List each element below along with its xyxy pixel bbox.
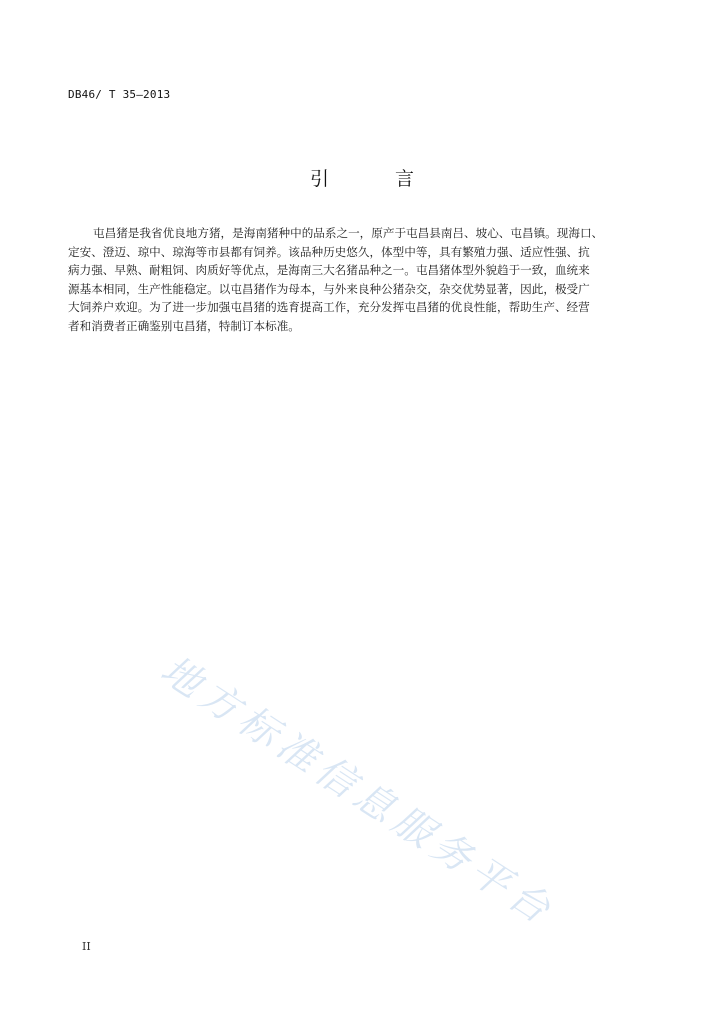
watermark: 地方标准信息服务平台 — [152, 647, 563, 936]
page-number: II — [82, 940, 91, 953]
paragraph-line: 定安、澄迈、琼中、琼海等市县都有饲养。该品种历史悠久，体型中等，具有繁殖力强、适应性强、抗 — [68, 244, 590, 259]
paragraph-line: 源基本相同，生产性能稳定。以屯昌猪作为母本，与外来良种公猪杂交，杂交优势显著，因此，极受广 — [68, 281, 590, 296]
paragraph-line: 病力强、早熟、耐粗饲、肉质好等优点，是海南三大名猪品种之一。屯昌猪体型外貌趋于一致，血统来 — [68, 263, 590, 278]
paragraph-line: 屯昌猪是我省优良地方猪，是海南猪种中的品系之一，原产于屯昌县南吕、坡心、屯昌镇。现海口、 — [93, 226, 604, 240]
paragraph-line: 大饲养户欢迎。为了进一步加强屯昌猪的选育提高工作，充分发挥屯昌猪的优良性能，帮助生产、经营 — [68, 300, 590, 315]
page-title: 引 言 — [309, 168, 445, 190]
introduction-paragraph — [68, 224, 658, 336]
paragraph-line: 者和消费者正确鉴别屯昌猪，特制订本标准。 — [68, 318, 300, 333]
standard-code: DB46/ T 35—2013 — [68, 88, 171, 101]
